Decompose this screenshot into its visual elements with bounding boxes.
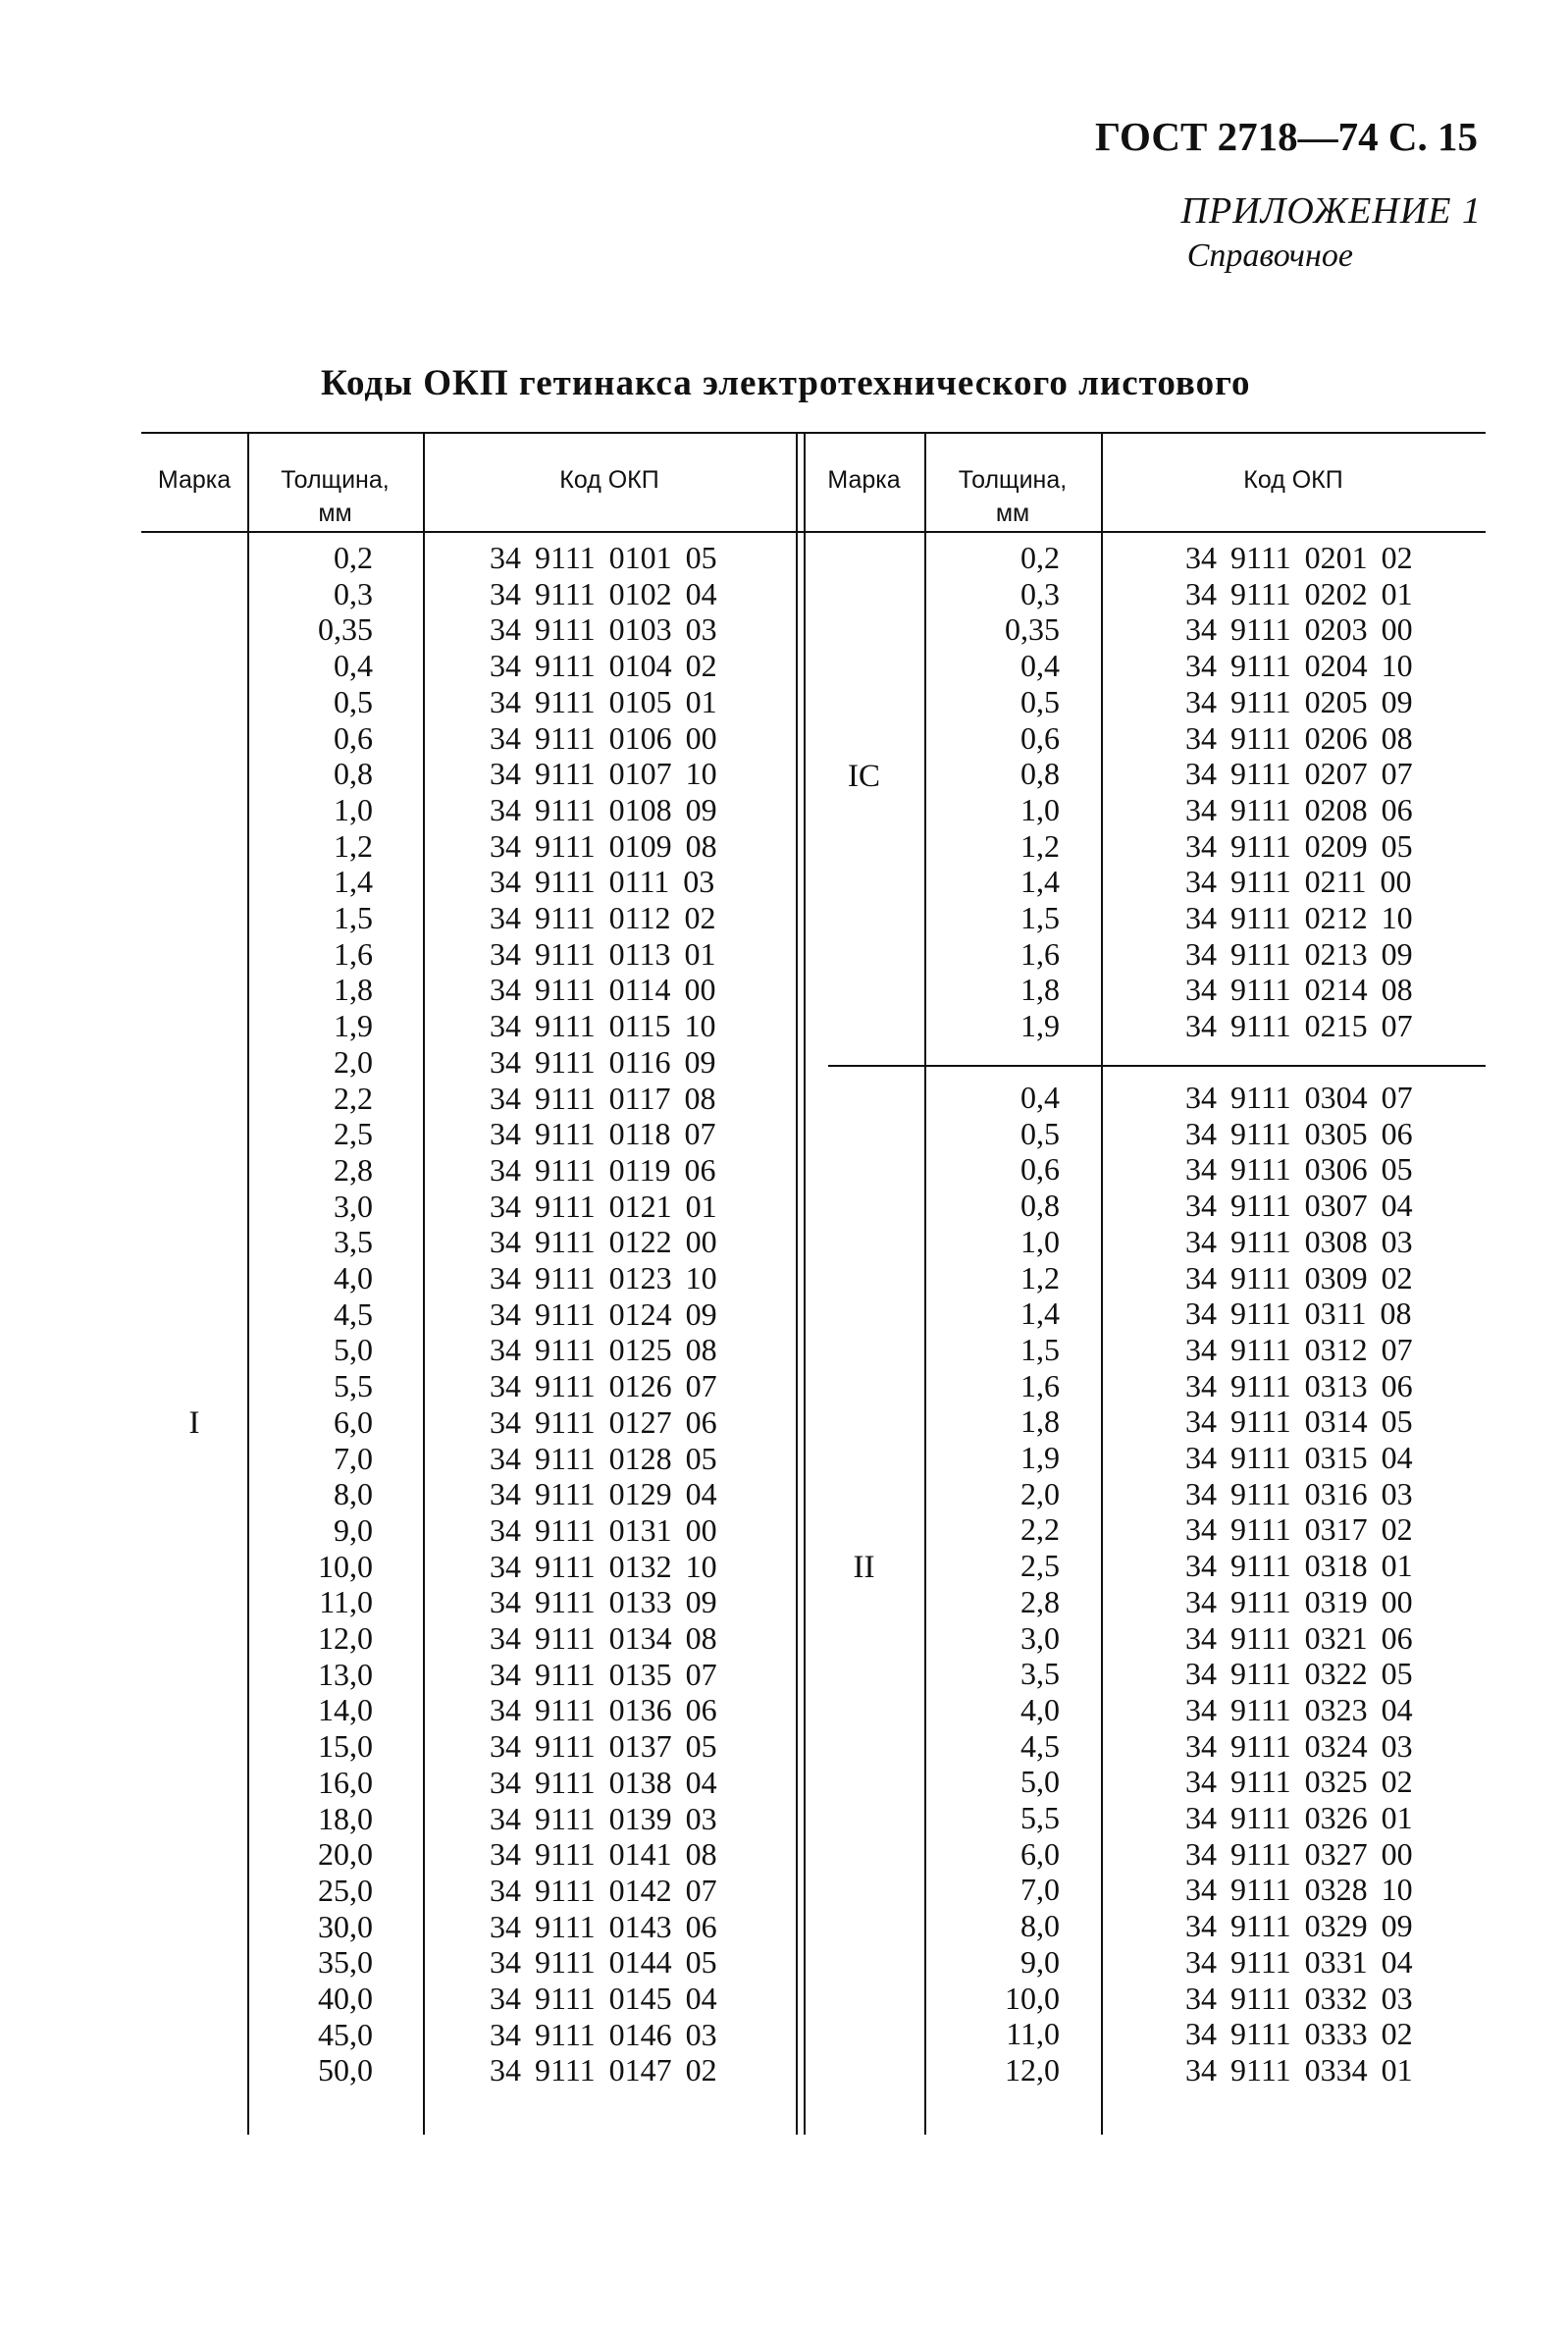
okp-code-cell: 34 9111 0206 08 (1185, 719, 1413, 756)
okp-code-cell: 34 9111 0317 02 (1185, 1511, 1413, 1548)
okp-code-cell: 34 9111 0101 05 (490, 540, 717, 575)
thickness-cell: 50,0 (318, 2052, 373, 2088)
okp-code-cell: 34 9111 0331 04 (1185, 1943, 1413, 1980)
thickness-cell: 1,5 (1020, 900, 1060, 935)
col-header-mark-right: Марка (827, 466, 901, 494)
thickness-cell: 0,8 (1020, 1188, 1060, 1224)
okp-code-cell: 34 9111 0141 08 (490, 1836, 717, 1873)
thickness-cell: 14,0 (318, 1692, 373, 1728)
table-row (141, 1151, 1486, 1188)
thickness-cell: 1,5 (1020, 1331, 1060, 1367)
thickness-cell: 5,0 (1020, 1764, 1060, 1800)
okp-code-cell: 34 9111 0204 10 (1185, 648, 1413, 684)
okp-code-cell: 34 9111 0332 03 (1185, 1980, 1413, 2016)
thickness-cell: 13,0 (318, 1656, 373, 1692)
thickness-cell: 1,4 (1020, 864, 1060, 900)
thickness-cell: 3,0 (334, 1188, 373, 1224)
table-row (141, 1944, 1486, 1981)
thickness-cell: 1,8 (1020, 972, 1060, 1008)
table-row (141, 1511, 1486, 1548)
okp-code-cell: 34 9111 0104 02 (490, 648, 717, 684)
thickness-cell: 1,6 (334, 935, 373, 972)
table-row (141, 1044, 1486, 1081)
okp-code-cell: 34 9111 0131 00 (490, 1511, 717, 1548)
thickness-cell: 7,0 (334, 1440, 373, 1476)
thickness-cell: 3,5 (334, 1224, 373, 1260)
table-row (141, 1008, 1486, 1044)
okp-code-cell: 34 9111 0205 09 (1185, 683, 1413, 719)
grade-mark-i: I (188, 1405, 200, 1441)
okp-code-cell: 34 9111 0325 02 (1185, 1764, 1413, 1800)
thickness-cell: 10,0 (1005, 1980, 1060, 2016)
okp-code-cell: 34 9111 0307 04 (1185, 1188, 1413, 1224)
okp-code-cell: 34 9111 0146 03 (490, 2016, 717, 2052)
thickness-cell: 12,0 (1005, 2051, 1060, 2088)
okp-code-cell: 34 9111 0102 04 (490, 575, 717, 611)
thickness-cell: 25,0 (318, 1872, 373, 1908)
thickness-cell: 2,8 (334, 1151, 373, 1188)
okp-code-cell: 34 9111 0112 02 (490, 900, 716, 935)
thickness-cell: 10,0 (318, 1548, 373, 1584)
thickness-cell: 1,6 (1020, 935, 1060, 972)
okp-code-cell: 34 9111 0207 07 (1185, 756, 1413, 792)
table-row (141, 1836, 1486, 1873)
table-row (141, 864, 1486, 900)
thickness-cell: 11,0 (1006, 2016, 1060, 2052)
okp-code-cell: 34 9111 0147 02 (490, 2052, 717, 2088)
okp-code-cell: 34 9111 0119 06 (490, 1151, 716, 1188)
thickness-cell: 1,8 (334, 972, 373, 1008)
thickness-cell: 0,8 (1020, 756, 1060, 792)
table-row (141, 1260, 1486, 1296)
thickness-cell: 0,3 (334, 575, 373, 611)
thickness-cell: 4,5 (1020, 1727, 1060, 1764)
thickness-cell: 1,0 (334, 791, 373, 827)
okp-code-cell: 34 9111 0107 10 (490, 756, 717, 792)
okp-code-cell: 34 9111 0142 07 (490, 1872, 717, 1908)
okp-code-cell: 34 9111 0123 10 (490, 1260, 717, 1295)
okp-code-cell: 34 9111 0113 01 (490, 935, 716, 972)
okp-code-cell: 34 9111 0329 09 (1185, 1908, 1413, 1944)
table-row (141, 1548, 1486, 1584)
okp-code-cell: 34 9111 0321 06 (1185, 1619, 1413, 1656)
thickness-cell: 1,4 (334, 864, 373, 900)
thickness-cell: 11,0 (319, 1584, 373, 1620)
appendix-note: Справочное (1186, 238, 1353, 274)
thickness-cell: 20,0 (318, 1836, 373, 1873)
thickness-cell: 9,0 (1020, 1943, 1060, 1980)
thickness-cell: 2,8 (1020, 1583, 1060, 1619)
table-row (141, 1908, 1486, 1944)
okp-code-cell: 34 9111 0318 01 (1185, 1548, 1413, 1584)
thickness-cell: 4,0 (1020, 1691, 1060, 1727)
okp-code-cell: 34 9111 0306 05 (1185, 1151, 1413, 1188)
thickness-cell: 0,8 (334, 756, 373, 792)
okp-code-cell: 34 9111 0308 03 (1185, 1223, 1413, 1259)
table-row (141, 900, 1486, 936)
table-row (141, 756, 1486, 792)
thickness-cell: 15,0 (318, 1728, 373, 1765)
table-row (141, 972, 1486, 1008)
okp-code-cell: 34 9111 0326 01 (1185, 1800, 1413, 1835)
okp-code-cell: 34 9111 0203 00 (1185, 611, 1413, 648)
okp-code-cell: 34 9111 0313 06 (1185, 1367, 1413, 1403)
thickness-cell: 0,6 (1020, 1151, 1060, 1188)
okp-code-cell: 34 9111 0134 08 (490, 1620, 717, 1656)
okp-code-cell: 34 9111 0202 01 (1185, 575, 1413, 611)
okp-code-cell: 34 9111 0132 10 (490, 1548, 717, 1584)
thickness-cell: 30,0 (318, 1908, 373, 1944)
thickness-cell: 0,4 (1020, 1080, 1060, 1115)
thickness-cell: 1,0 (1020, 1223, 1060, 1259)
okp-code-cell: 34 9111 0215 07 (1185, 1008, 1413, 1044)
thickness-cell: 18,0 (318, 1800, 373, 1836)
okp-code-cell: 34 9111 0145 04 (490, 1981, 717, 2016)
thickness-cell: 5,5 (334, 1368, 373, 1404)
table-row (141, 1872, 1486, 1908)
okp-code-cell: 34 9111 0311 08 (1185, 1295, 1412, 1332)
thickness-cell: 0,4 (334, 648, 373, 684)
table-top-rule (141, 432, 1486, 434)
okp-code-cell: 34 9111 0316 03 (1185, 1475, 1413, 1511)
okp-code-cell: 34 9111 0125 08 (490, 1332, 717, 1368)
thickness-cell: 0,5 (1020, 1115, 1060, 1151)
thickness-cell: 6,0 (334, 1403, 373, 1440)
table-row (141, 1981, 1486, 2017)
okp-code-cell: 34 9111 0212 10 (1185, 900, 1413, 935)
thickness-cell: 0,2 (334, 540, 373, 575)
table-row (141, 540, 1486, 576)
okp-code-cell: 34 9111 0124 09 (490, 1295, 717, 1332)
thickness-cell: 0,35 (318, 611, 373, 648)
appendix-label: ПРИЛОЖЕНИЕ 1 (1180, 190, 1482, 232)
okp-code-cell: 34 9111 0144 05 (490, 1944, 717, 1981)
table-row (141, 1728, 1486, 1765)
okp-code-cell: 34 9111 0139 03 (490, 1800, 717, 1836)
table-row (141, 1368, 1486, 1404)
thickness-cell: 1,6 (1020, 1367, 1060, 1403)
okp-code-cell: 34 9111 0108 09 (490, 791, 717, 827)
doc-code: ГОСТ 2718—74 С. 15 (1094, 114, 1478, 159)
okp-code-cell: 34 9111 0111 03 (490, 864, 715, 900)
thickness-cell: 2,2 (1020, 1511, 1060, 1548)
thickness-cell: 0,4 (1020, 648, 1060, 684)
thickness-cell: 45,0 (318, 2016, 373, 2052)
thickness-cell: 0,6 (334, 719, 373, 756)
table-row (141, 648, 1486, 684)
table-row (141, 1800, 1486, 1836)
okp-code-cell: 34 9111 0319 00 (1185, 1583, 1413, 1619)
thickness-cell: 0,35 (1005, 611, 1060, 648)
okp-code-cell: 34 9111 0208 06 (1185, 791, 1413, 827)
okp-code-cell: 34 9111 0115 10 (490, 1008, 716, 1044)
okp-codes-table (141, 432, 1486, 2135)
okp-code-cell: 34 9111 0213 09 (1185, 935, 1413, 972)
table-row (141, 720, 1486, 757)
okp-code-cell: 34 9111 0103 03 (490, 611, 717, 648)
table-row (141, 1764, 1486, 1800)
okp-code-cell: 34 9111 0114 00 (490, 972, 716, 1008)
thickness-cell: 5,0 (334, 1332, 373, 1368)
table-row (141, 611, 1486, 648)
thickness-cell: 2,5 (334, 1116, 373, 1152)
col-header-thickness-right-text: Толщина, мм (958, 466, 1068, 527)
thickness-cell: 0,6 (1020, 719, 1060, 756)
table-row (141, 2052, 1486, 2088)
okp-code-cell: 34 9111 0327 00 (1185, 1835, 1413, 1872)
okp-code-cell: 34 9111 0201 02 (1185, 540, 1413, 575)
table-row (141, 1440, 1486, 1476)
thickness-cell: 16,0 (318, 1764, 373, 1800)
okp-code-cell: 34 9111 0305 06 (1185, 1115, 1413, 1151)
thickness-cell: 2,0 (1020, 1475, 1060, 1511)
thickness-cell: 1,2 (1020, 827, 1060, 864)
okp-code-cell: 34 9111 0136 06 (490, 1692, 717, 1728)
col-header-code-right: Код ОКП (1243, 466, 1343, 494)
okp-code-cell: 34 9111 0105 01 (490, 683, 717, 719)
okp-code-cell: 34 9111 0314 05 (1185, 1403, 1413, 1440)
okp-code-cell: 34 9111 0209 05 (1185, 827, 1413, 864)
thickness-cell: 9,0 (334, 1511, 373, 1548)
okp-code-cell: 34 9111 0334 01 (1185, 2051, 1413, 2088)
okp-code-cell: 34 9111 0143 06 (490, 1908, 717, 1944)
table-row (141, 1224, 1486, 1260)
thickness-cell: 1,4 (1020, 1295, 1060, 1332)
thickness-cell: 2,5 (1020, 1548, 1060, 1584)
thickness-cell: 1,9 (1020, 1008, 1060, 1044)
thickness-cell: 12,0 (318, 1620, 373, 1656)
table-row (141, 1332, 1486, 1368)
table-row (141, 1692, 1486, 1728)
okp-code-cell: 34 9111 0127 06 (490, 1403, 717, 1440)
table-row (141, 1188, 1486, 1224)
header-bottom-rule (141, 531, 1486, 533)
okp-code-cell: 34 9111 0328 10 (1185, 1872, 1413, 1908)
table-row (141, 1620, 1486, 1657)
thickness-cell: 0,3 (1020, 575, 1060, 611)
thickness-cell: 1,9 (1020, 1440, 1060, 1475)
thickness-cell: 6,0 (1020, 1835, 1060, 1872)
thickness-cell: 1,2 (334, 827, 373, 864)
thickness-cell: 1,0 (1020, 791, 1060, 827)
okp-code-cell: 34 9111 0333 02 (1185, 2016, 1413, 2052)
table-row (141, 936, 1486, 973)
okp-code-cell: 34 9111 0135 07 (490, 1656, 717, 1692)
thickness-cell: 2,2 (334, 1080, 373, 1116)
okp-code-cell: 34 9111 0121 01 (490, 1188, 717, 1224)
okp-code-cell: 34 9111 0211 00 (1185, 864, 1412, 900)
okp-code-cell: 34 9111 0109 08 (490, 827, 717, 864)
okp-code-cell: 34 9111 0129 04 (490, 1476, 717, 1512)
okp-code-cell: 34 9111 0315 04 (1185, 1440, 1413, 1475)
okp-code-cell: 34 9111 0304 07 (1185, 1080, 1413, 1115)
table-row (141, 1656, 1486, 1692)
okp-code-cell: 34 9111 0117 08 (490, 1080, 716, 1116)
okp-code-cell: 34 9111 0133 09 (490, 1584, 717, 1620)
col-header-code-left: Код ОКП (559, 466, 659, 494)
okp-code-cell: 34 9111 0126 07 (490, 1368, 717, 1404)
thickness-cell: 1,2 (1020, 1259, 1060, 1295)
thickness-cell: 3,5 (1020, 1656, 1060, 1692)
thickness-cell: 5,5 (1020, 1800, 1060, 1835)
table-row (141, 1116, 1486, 1152)
okp-code-cell: 34 9111 0122 00 (490, 1224, 717, 1260)
okp-code-cell: 34 9111 0137 05 (490, 1728, 717, 1765)
okp-code-cell: 34 9111 0116 09 (490, 1043, 716, 1080)
table-title: Коды ОКП гетинакса электротехнического листового (321, 363, 1251, 403)
okp-code-cell: 34 9111 0214 08 (1185, 972, 1413, 1008)
okp-code-cell: 34 9111 0106 00 (490, 719, 717, 756)
grade-mark-ii: II (853, 1550, 875, 1585)
table-row (141, 1584, 1486, 1620)
table-row (141, 1476, 1486, 1512)
okp-code-cell: 34 9111 0138 04 (490, 1764, 717, 1800)
okp-code-cell: 34 9111 0312 07 (1185, 1331, 1413, 1367)
table-row (141, 1080, 1486, 1116)
thickness-cell: 3,0 (1020, 1619, 1060, 1656)
thickness-cell: 2,0 (334, 1043, 373, 1080)
table-row (141, 684, 1486, 720)
thickness-cell: 1,5 (334, 900, 373, 935)
thickness-cell: 4,5 (334, 1295, 373, 1332)
table-row (141, 828, 1486, 865)
thickness-cell: 1,8 (1020, 1403, 1060, 1440)
table-row (141, 1403, 1486, 1440)
okp-code-cell: 34 9111 0323 04 (1185, 1691, 1413, 1727)
thickness-cell: 8,0 (334, 1476, 373, 1512)
thickness-cell: 0,2 (1020, 540, 1060, 575)
table-row (141, 792, 1486, 828)
thickness-cell: 4,0 (334, 1260, 373, 1295)
thickness-cell: 8,0 (1020, 1908, 1060, 1944)
okp-code-cell: 34 9111 0324 03 (1185, 1727, 1413, 1764)
okp-code-cell: 34 9111 0128 05 (490, 1440, 717, 1476)
thickness-cell: 40,0 (318, 1981, 373, 2016)
col-header-thickness-left (247, 463, 423, 530)
thickness-cell: 35,0 (318, 1944, 373, 1981)
okp-code-cell: 34 9111 0309 02 (1185, 1259, 1413, 1295)
table-row (141, 576, 1486, 612)
col-header-thickness-right (924, 463, 1101, 530)
table-row (141, 1295, 1486, 1332)
grade-mark-ic: IC (848, 759, 880, 794)
thickness-cell: 0,5 (334, 683, 373, 719)
thickness-cell: 7,0 (1020, 1872, 1060, 1908)
col-header-mark-left: Марка (157, 466, 232, 494)
thickness-cell: 1,9 (334, 1008, 373, 1044)
table-row (141, 2016, 1486, 2052)
okp-code-cell: 34 9111 0118 07 (490, 1116, 716, 1152)
col-header-thickness-left-text: Толщина, мм (281, 466, 390, 527)
okp-code-cell: 34 9111 0322 05 (1185, 1656, 1413, 1692)
thickness-cell: 0,5 (1020, 683, 1060, 719)
